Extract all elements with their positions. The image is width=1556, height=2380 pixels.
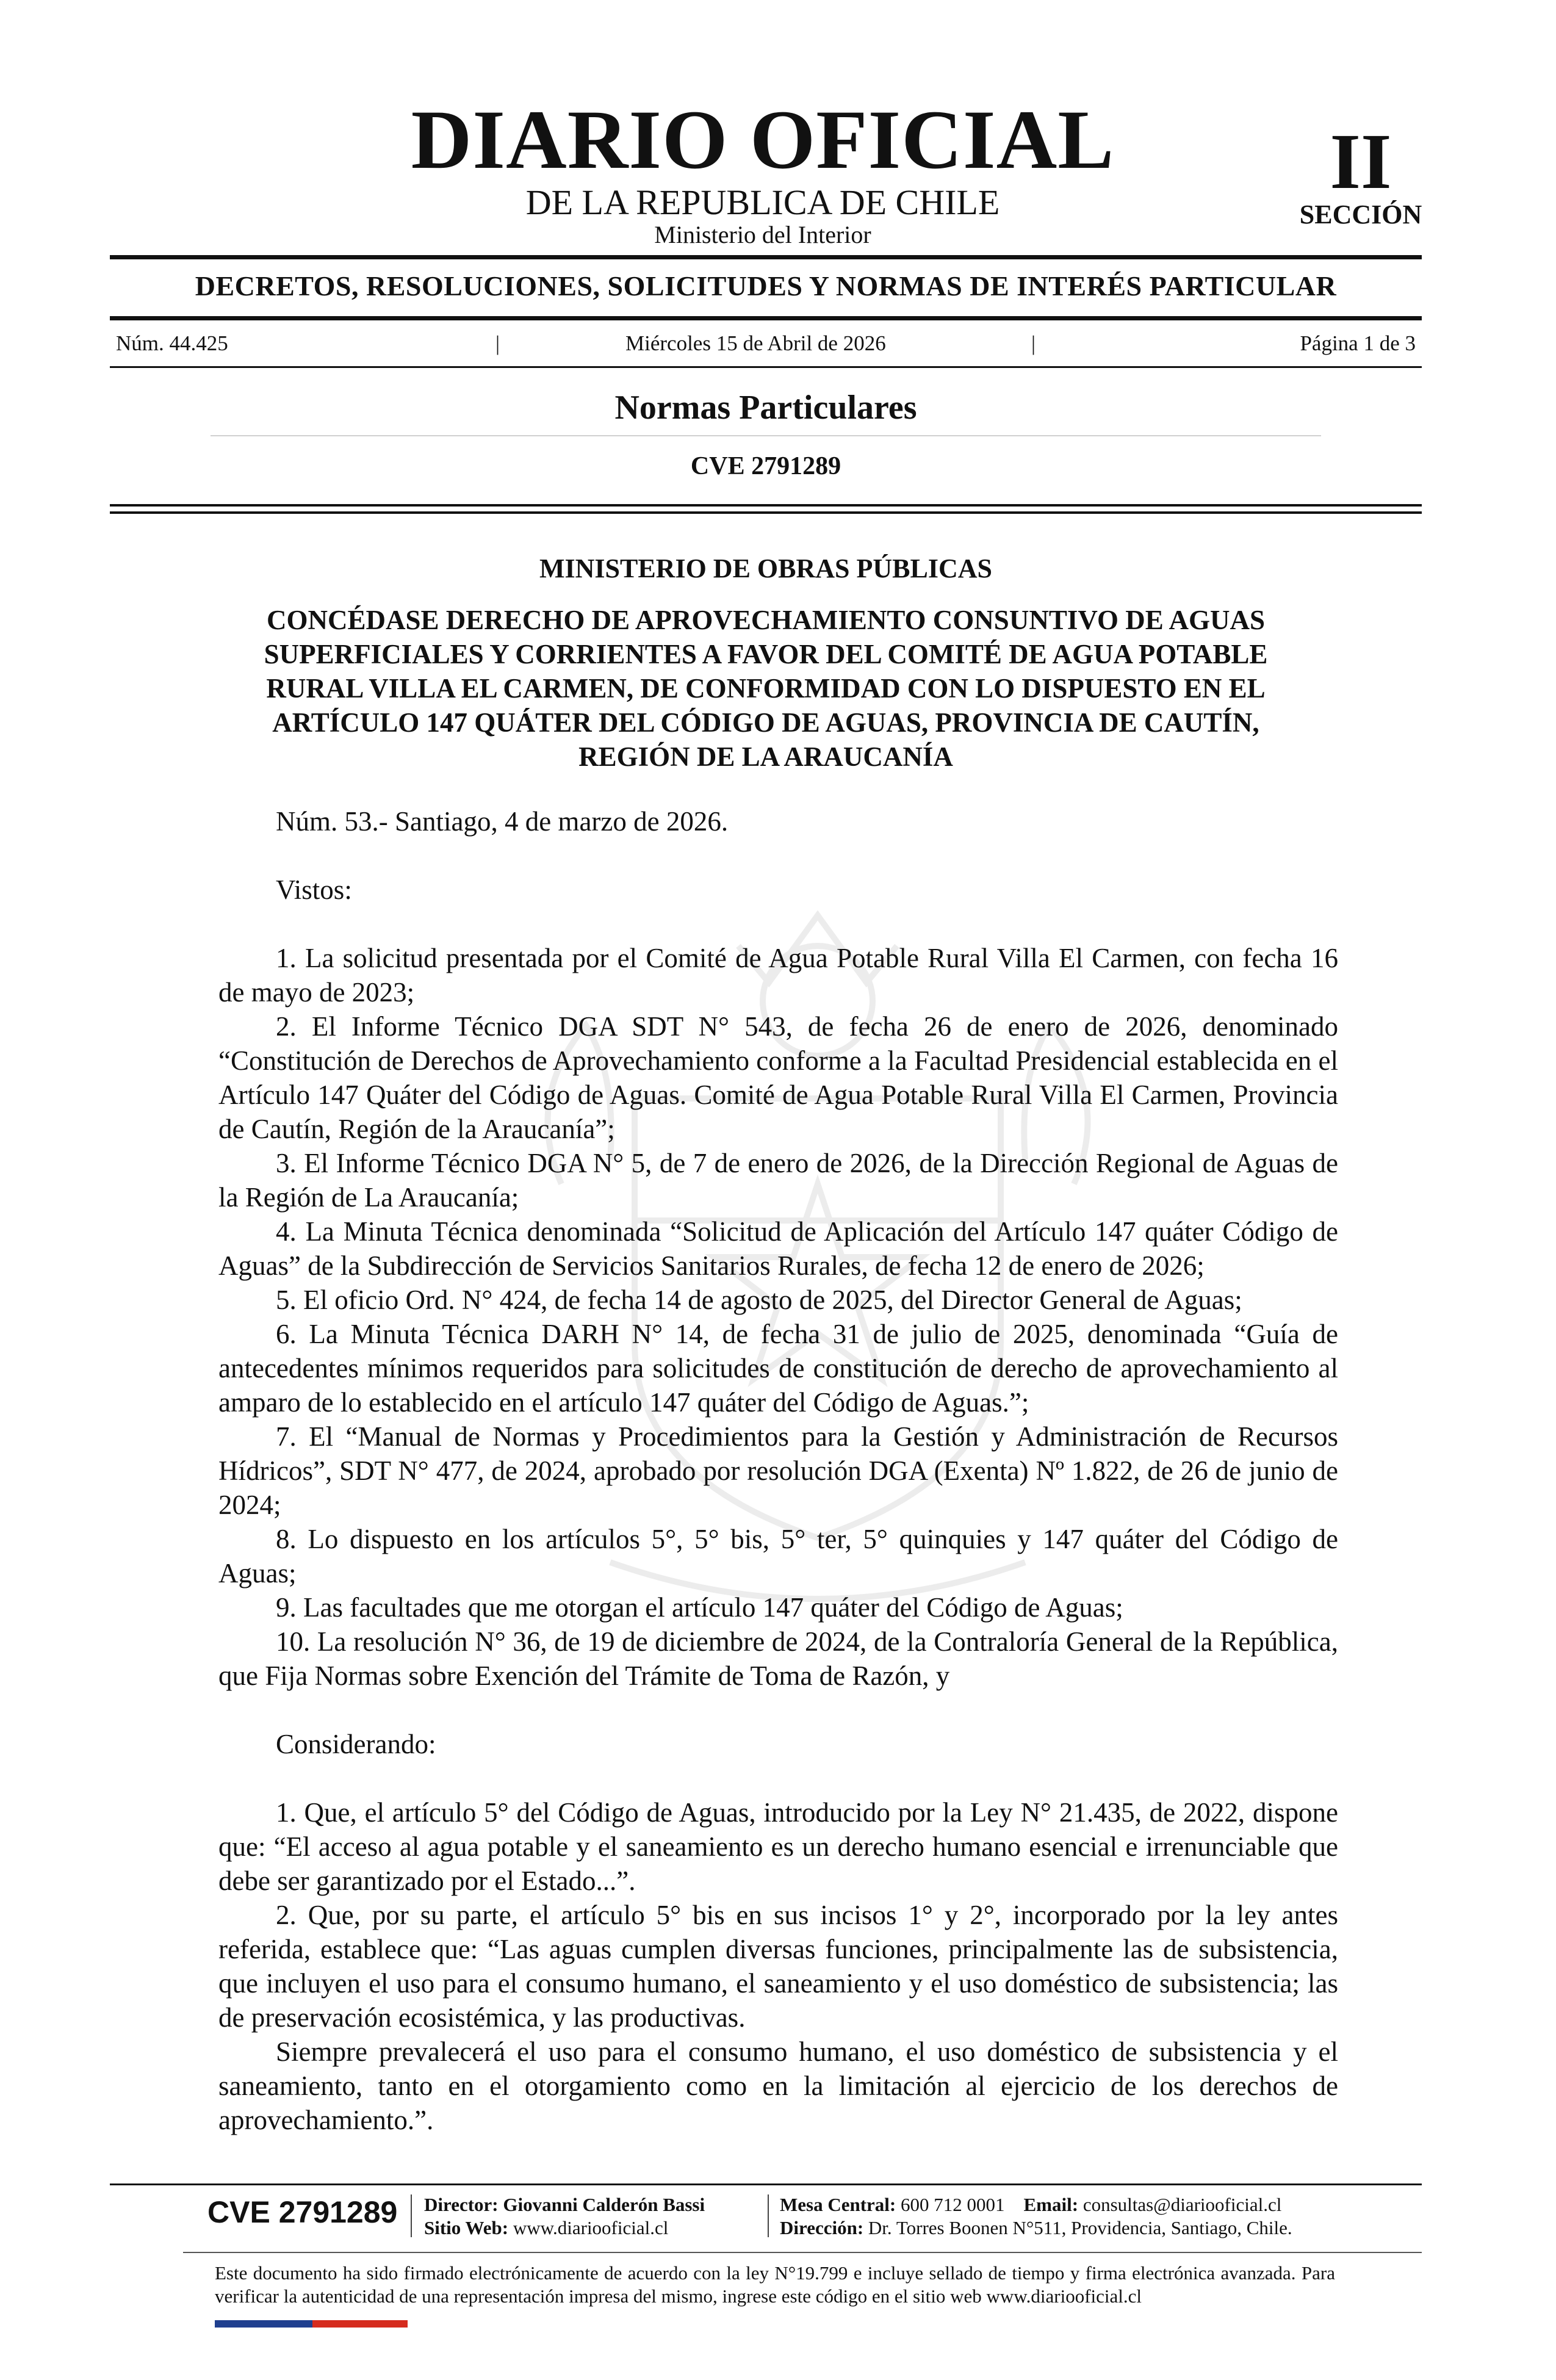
vistos-item: 8. Lo dispuesto en los artículos 5°, 5° bis, 5° ter, 5° quinquies y 147 quáter del Código de Aguas; <box>218 1524 1338 1588</box>
issue-date: Miércoles 15 de Abril de 2026 <box>625 331 886 355</box>
info-divider <box>110 366 1422 368</box>
site-link[interactable]: www.diariooficial.cl <box>513 2217 669 2238</box>
vistos-item: 4. La Minuta Técnica denominada “Solicitud de Aplicación del Artículo 147 quáter Código de Aguas” de la Subdirección de Servicios Sanitarios Rurales, de fecha 12 de enero de 2026; <box>218 1216 1338 1281</box>
vistos-item: 7. El “Manual de Normas y Procedimientos para la Gestión y Administración de Recursos Hídricos”, SDT N° 477, de 2024, aprobado por resolución DGA (Exenta) Nº 1.822, de 26 de junio de 2024; <box>218 1421 1338 1520</box>
title-line: RURAL VILLA EL CARMEN, DE CONFORMIDAD CON LO DISPUESTO EN EL <box>266 673 1266 704</box>
cve-divider-bottom <box>110 511 1422 514</box>
footer-cve-code: CVE 2791289 <box>207 2195 398 2229</box>
document-body <box>218 804 1338 2137</box>
category-heading: DECRETOS, RESOLUCIONES, SOLICITUDES Y NORMAS DE INTERÉS PARTICULAR <box>195 270 1337 301</box>
footer-director-block <box>424 2193 705 2240</box>
vistos-item: 3. El Informe Técnico DGA N° 5, de 7 de enero de 2026, de la Dirección Regional de Aguas de la Región de La Araucanía; <box>218 1148 1338 1213</box>
considerando-item: 1. Que, el artículo 5° del Código de Aguas, introducido por la Ley N° 21.435, de 2022, dispone que: “El acceso al agua potable y el saneamiento es un derecho humano esencial e irrenunciable que debe ser garantizado por el Estado...”. <box>218 1797 1338 1896</box>
director-label: Director: <box>424 2194 499 2215</box>
vistos-item: 1. La solicitud presentada por el Comité de Agua Potable Rural Villa El Carmen, con fecha 16 de mayo de 2023; <box>218 943 1338 1008</box>
section-heading: Normas Particulares <box>614 389 917 427</box>
category-divider <box>110 316 1422 320</box>
issue-number: Núm. 44.425 <box>116 331 228 355</box>
footer-contact-block <box>780 2193 1292 2240</box>
vistos-item: 5. El oficio Ord. N° 424, de fecha 14 de agosto de 2025, del Director General de Aguas; <box>276 1285 1242 1315</box>
masthead-title: DIARIO OFICIAL <box>411 93 1115 186</box>
section-heading-rule <box>211 435 1321 436</box>
site-label: Sitio Web: <box>424 2217 509 2238</box>
masthead-ministry: Ministerio del Interior <box>654 220 871 248</box>
decree-number-line: Núm. 53.- Santiago, 4 de marzo de 2026. <box>276 806 729 837</box>
section-label: SECCIÓN <box>1299 200 1422 229</box>
cve-divider-top <box>110 504 1422 507</box>
page-count: Página 1 de 3 <box>1300 331 1416 355</box>
considerando-label: Considerando: <box>276 1729 436 1759</box>
phone-label: Mesa Central: <box>780 2194 896 2215</box>
issuing-ministry: MINISTERIO DE OBRAS PÚBLICAS <box>539 554 993 583</box>
vistos-item: 6. La Minuta Técnica DARH N° 14, de fecha 31 de julio de 2025, denominada “Guía de antecedentes mínimos requeridos para solicitudes de constitución de derecho de aprovechamiento al amparo de lo establecido en el artículo 147 quáter del Código de Aguas.”; <box>218 1319 1338 1418</box>
phone-number: 600 712 0001 <box>901 2194 1005 2215</box>
considerando-item: Siempre prevalecerá el uso para el consumo humano, el uso doméstico de subsistencia y el saneamiento, tanto en el otorgamiento como en la limitación al ejercicio de los derechos de aprovechamiento.”. <box>218 2036 1338 2135</box>
document-title <box>201 603 1330 774</box>
title-line: REGIÓN DE LA ARAUCANÍA <box>578 741 953 772</box>
address-label: Dirección: <box>780 2217 864 2238</box>
vistos-label: Vistos: <box>276 874 352 905</box>
footer-legal-notice: Este documento ha sido firmado electrónicamente de acuerdo con la ley N°19.799 e incluye sellado de tiempo y firma electrónica avanzada. Para verificar la autenticidad de una representación impresa del mismo, ingrese este código en el sitio web www.diariooficial.cl <box>215 2262 1335 2307</box>
footer-separator <box>411 2194 412 2237</box>
masthead <box>366 93 1159 248</box>
header-divider <box>110 255 1422 259</box>
info-separator: | <box>1031 331 1036 355</box>
flag-stripe-red <box>312 2320 408 2328</box>
section-number: II <box>1330 118 1392 206</box>
section-indicator <box>1288 118 1434 230</box>
considerando-item: 2. Que, por su parte, el artículo 5° bis en sus incisos 1° y 2°, incorporado por la ley antes referida, establece que: “Las aguas cumplen diversas funciones, principalmente las de subsistencia, que incluyen el uso para el consumo humano, el saneamiento y el uso doméstico de subsistencia; las de preservación ecosistémica, y las productivas. <box>218 1900 1338 2033</box>
email-label: Email: <box>1023 2194 1079 2215</box>
title-line: ARTÍCULO 147 QUÁTER DEL CÓDIGO DE AGUAS, PROVINCIA DE CAUTÍN, <box>272 707 1259 738</box>
vistos-item: 9. Las facultades que me otorgan el artículo 147 quáter del Código de Aguas; <box>276 1592 1123 1623</box>
footer-inner-divider <box>183 2252 1422 2253</box>
masthead-subtitle: DE LA REPUBLICA DE CHILE <box>525 182 1000 222</box>
address: Dr. Torres Boonen N°511, Providencia, Santiago, Chile. <box>868 2217 1292 2238</box>
email-link[interactable]: consultas@diariooficial.cl <box>1082 2194 1282 2215</box>
title-line: CONCÉDASE DERECHO DE APROVECHAMIENTO CONSUNTIVO DE AGUAS <box>267 605 1265 635</box>
cve-code: CVE 2791289 <box>690 452 841 480</box>
flag-stripe-blue <box>215 2320 312 2328</box>
info-separator: | <box>495 331 500 355</box>
title-line: SUPERFICIALES Y CORRIENTES A FAVOR DEL COMITÉ DE AGUA POTABLE <box>264 639 1268 669</box>
vistos-item: 10. La resolución N° 36, de 19 de diciembre de 2024, de la Contraloría General de la República, que Fija Normas sobre Exención del Trámite de Toma de Razón, y <box>218 1626 1338 1691</box>
footer-separator <box>768 2194 769 2237</box>
director-name: Giovanni Calderón Bassi <box>503 2194 705 2215</box>
vistos-item: 2. El Informe Técnico DGA SDT N° 543, de fecha 26 de enero de 2026, denominado “Constitución de Derechos de Aprovechamiento conforme a la Facultad Presidencial establecida en el Artículo 147 Quáter del Código de Aguas. Comité de Agua Potable Rural Villa El Carmen, Provincia de Cautín, Región de la Araucanía”; <box>218 1011 1338 1144</box>
footer-divider <box>110 2183 1422 2185</box>
